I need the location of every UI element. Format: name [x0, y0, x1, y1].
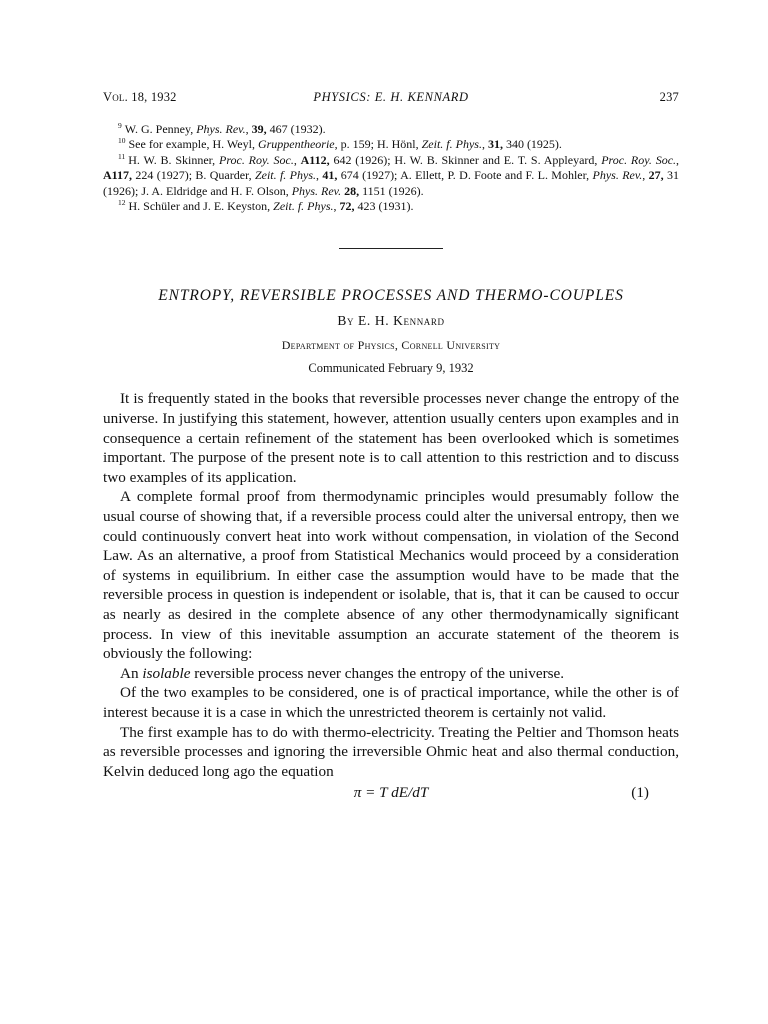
footnote-text-run: ,: [642, 168, 649, 183]
footnote-text-run: 224 (1927); B. Quarder,: [132, 168, 255, 183]
footnote-text-bold: 41,: [322, 168, 338, 183]
running-header: [103, 90, 679, 110]
body-paragraph: [103, 664, 679, 684]
article-title: ENTROPY, REVERSIBLE PROCESSES AND THERMO-COUPLES: [158, 287, 624, 305]
footnote-text-bold: 72,: [339, 199, 355, 214]
footnote-text-run: ,: [245, 122, 252, 136]
footnote-text-run: ,: [293, 152, 301, 167]
footnote-text-run: ,: [481, 137, 488, 152]
body-paragraph: [103, 723, 679, 782]
article-body: [103, 389, 679, 805]
section-divider: [339, 248, 443, 249]
footnote-text-italic: Gruppentheorie: [257, 137, 335, 152]
footnote-text-run: 31 (1926); J. A. Eldridge and H. F. Olson,: [103, 168, 680, 198]
footnote-text-italic: Zeit. f. Phys.: [254, 168, 316, 183]
footnote-text-run: 467 (1932).: [266, 122, 326, 136]
footnote-text-italic: Phys. Rev.: [196, 122, 246, 136]
body-paragraph: [103, 683, 679, 722]
author-byline: By E. H. Kennard: [337, 313, 445, 329]
paragraph-text-run: reversible process never changes the entropy of the universe.: [190, 664, 565, 682]
volume-label: Vol. 18, 1932: [103, 90, 177, 104]
footnote-marker: 9: [118, 121, 122, 130]
body-paragraph: [103, 487, 679, 663]
footnote-marker: 11: [118, 151, 126, 161]
footnote-text-run: ,: [316, 168, 323, 183]
footnote-text-run: 674 (1927); A. Ellett, P. D. Foote and F. L. Mohler,: [337, 168, 593, 183]
footnote-text: [129, 199, 414, 213]
footnote-text-run: 423 (1931).: [354, 199, 414, 214]
footnote-text-run: , p. 159; H. Hönl,: [334, 137, 422, 152]
journal-running-title: PHYSICS: E. H. KENNARD: [313, 90, 469, 104]
footnote-text-bold: 39,: [251, 122, 267, 136]
footnote-text-bold: 28,: [344, 183, 360, 198]
footnote-text-run: See for example, H. Weyl,: [128, 137, 258, 152]
paragraph-text-run: An: [120, 664, 143, 682]
footnote-text-italic: Zeit. f. Phys.: [273, 199, 334, 214]
footnote-marker: 10: [118, 136, 126, 146]
equation-number: (1): [631, 784, 649, 802]
footnote-text-italic: Phys. Rev.: [291, 183, 342, 198]
footnote: [103, 122, 679, 137]
footnote: [103, 199, 679, 214]
footnote-text-run: ,: [333, 199, 340, 214]
paragraph-text-run: A complete formal proof from thermodynamic principles would presumably follow the usual course of showing that, if a reversible process could alter the universal entropy, then we could continuously convert heat into work without compensation, in violation of the Second Law. As an alternative, a proof from Statistical Mechanics would proceed by a consideration of systems in equilibrium. In either case the assumption would have to be made that the reversible process in question is independent or isolable, that is, that it can be caused to occur as nearly as desired in the complete absence of any other thermodynamically significant process. In view of this inevitable assumption an accurate statement of the theorem is obviously the following:: [103, 488, 679, 663]
page-number: 237: [659, 90, 679, 104]
footnote-text-italic: Zeit. f. Phys.: [421, 137, 482, 152]
paragraph-text-run: It is frequently stated in the books that reversible processes never change the entropy of the universe. In justifying this statement, however, attention usually centers upon examples and in consequence a certain refinement of the statement has been overlooked which is sometimes important. The purpose of the present note is to call attention to this restriction and to discuss two examples of its application.: [103, 390, 679, 486]
footnote-text-bold: 31,: [487, 137, 503, 152]
paragraph-text-italic: isolable: [142, 664, 191, 682]
footnote-text-run: H. W. B. Skinner,: [128, 152, 219, 167]
footnote-text-run: W. G. Penney,: [124, 122, 197, 136]
journal-page: [103, 90, 679, 805]
footnote-text-run: 340 (1925).: [502, 137, 562, 152]
footnote-text-italic: Proc. Roy. Soc.: [219, 152, 294, 167]
communicated-date: Communicated February 9, 1932: [308, 361, 474, 376]
footnote: [103, 137, 679, 152]
footnote-text-bold: 27,: [648, 168, 664, 183]
author-affiliation: Department of Physics, Cornell University: [281, 338, 501, 353]
footnote-text-italic: Proc. Roy. Soc.: [601, 152, 677, 167]
equation-body: π = T dE/dT: [353, 784, 429, 802]
footnote-text-run: H. Schüler and J. E. Keyston,: [128, 199, 274, 214]
footnote-text-run: 1151 (1926).: [359, 183, 424, 198]
footnote-text: [125, 122, 326, 136]
footnote-text: [103, 153, 679, 198]
equation: [103, 783, 679, 805]
footnote: [103, 153, 679, 199]
footnote-text-italic: Phys. Rev.: [592, 168, 643, 183]
footnote-text-run: 642 (1926); H. W. B. Skinner and E. T. S. Appleyard,: [329, 152, 602, 167]
paragraph-text-run: The first example has to do with thermo-electricity. Treating the Peltier and Thomson heats as reversible processes and ignoring the irreversible Ohmic heat and also thermal conduction, Kelvin deduced long ago the equation: [103, 723, 679, 780]
footnote-marker: 12: [118, 198, 126, 208]
footnote-text-bold: A117,: [103, 168, 133, 183]
footnote-text-run: ,: [676, 152, 680, 167]
paragraph-text-run: Of the two examples to be considered, one is of practical importance, while the other is of interest because it is a case in which the unrestricted theorem is certainly not valid.: [103, 684, 679, 721]
body-paragraph: [103, 389, 679, 487]
footnote-text-bold: A112,: [300, 152, 330, 167]
footnote-text: [129, 137, 562, 151]
footnotes: [103, 122, 679, 214]
